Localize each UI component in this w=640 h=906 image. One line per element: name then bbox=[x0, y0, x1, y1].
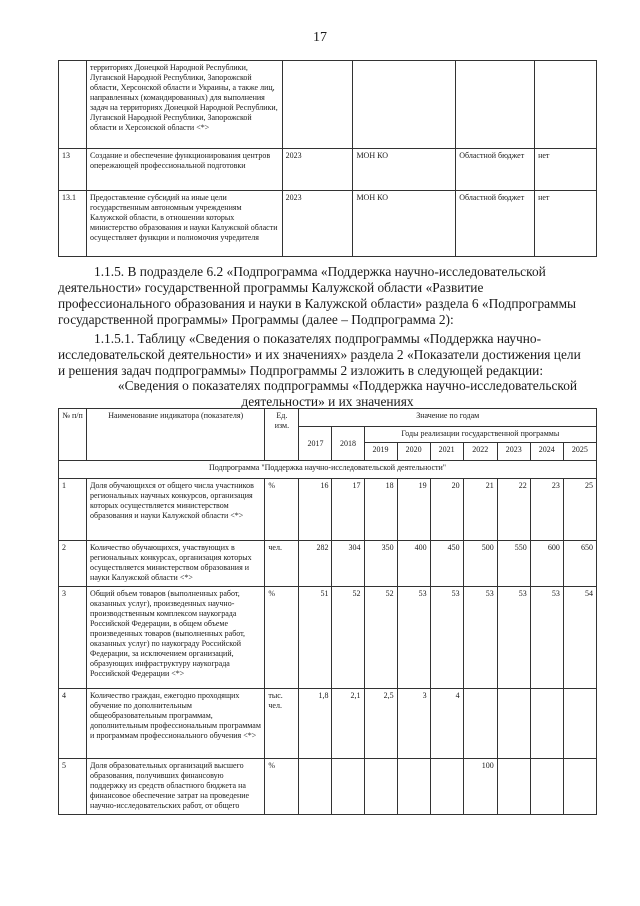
value-cell bbox=[497, 759, 530, 815]
indicator-unit: % bbox=[265, 479, 299, 541]
measure-name: Создание и обеспечение функционирования центров опережающей профессиональной подготовки bbox=[86, 149, 282, 191]
value-cell: 19 bbox=[397, 479, 430, 541]
value-cell: 600 bbox=[530, 541, 563, 587]
indicator-unit: % bbox=[265, 759, 299, 815]
measure-name: Предоставление субсидий на иные цели государственным автономным учреждениям Калужской области, в отношении которых министерство образования и науки Калужской области осуществляет функции и полномочия учредителя bbox=[86, 191, 282, 257]
indicator-name: Доля образовательных организаций высшего образования, получивших финансовую поддержку из средств областного бюджета на финансовое обеспечение затрат на проведение научно-исследовательских работ, от общего bbox=[87, 759, 265, 815]
value-cell: 2,1 bbox=[332, 689, 364, 759]
year-2018-header: 2018 bbox=[332, 427, 364, 461]
value-cell: 52 bbox=[332, 587, 364, 689]
measure-source: Областной бюджет bbox=[456, 149, 535, 191]
indicator-unit: чел. bbox=[265, 541, 299, 587]
table-row bbox=[59, 759, 597, 815]
value-cell: 16 bbox=[299, 479, 332, 541]
section-title: Подпрограмма "Поддержка научно-исследовательской деятельности" bbox=[59, 461, 597, 479]
value-cell bbox=[364, 759, 397, 815]
value-cell: 53 bbox=[430, 587, 463, 689]
table-row bbox=[59, 61, 597, 149]
paragraph-line: 1.1.5. В подразделе 6.2 «Подпрограмма «Поддержка научно-исследовательской bbox=[94, 264, 546, 279]
value-cell: 17 bbox=[332, 479, 364, 541]
value-cell: 21 bbox=[463, 479, 497, 541]
value-cell: 4 bbox=[430, 689, 463, 759]
year-2021-header: 2021 bbox=[430, 443, 463, 461]
value-cell: 23 bbox=[530, 479, 563, 541]
value-cell: 2,5 bbox=[364, 689, 397, 759]
header-row bbox=[59, 409, 597, 427]
measure-year bbox=[282, 61, 353, 149]
table-row bbox=[59, 541, 597, 587]
value-cell bbox=[563, 689, 596, 759]
measure-flag: нет bbox=[535, 149, 597, 191]
measure-flag: нет bbox=[535, 191, 597, 257]
value-cell bbox=[497, 689, 530, 759]
value-cell: 20 bbox=[430, 479, 463, 541]
indicator-name: Количество обучающихся, участвующих в региональных конкурсах, организация которых осуществляется министерством образования и науки Калужской области <*> bbox=[87, 541, 265, 587]
value-cell: 550 bbox=[497, 541, 530, 587]
measure-year: 2023 bbox=[282, 191, 353, 257]
measure-source: Областной бюджет bbox=[456, 191, 535, 257]
indicator-unit: % bbox=[265, 587, 299, 689]
value-cell: 51 bbox=[299, 587, 332, 689]
paragraph-1-1-5 bbox=[58, 264, 598, 328]
section-row bbox=[59, 461, 597, 479]
program-years-header: Годы реализации государственной программы bbox=[364, 427, 596, 443]
year-2024-header: 2024 bbox=[530, 443, 563, 461]
row-number: 13.1 bbox=[59, 191, 87, 257]
value-cell: 282 bbox=[299, 541, 332, 587]
table-title-line: «Сведения о показателях подпрограммы «Поддержка научно-исследовательской bbox=[117, 378, 578, 393]
col-name-header: Наименование индикатора (показателя) bbox=[87, 409, 265, 461]
value-cell bbox=[299, 759, 332, 815]
measures-table bbox=[58, 60, 597, 257]
measure-org bbox=[353, 61, 456, 149]
value-cell: 53 bbox=[497, 587, 530, 689]
col-values-header: Значение по годам bbox=[299, 409, 597, 427]
paragraph-line: профессионального образования и науки в Калужской области» раздела 6 «Подпрограммы bbox=[58, 296, 577, 311]
table-title bbox=[58, 378, 597, 410]
paragraph-line: деятельности» государственной программы Калужской области «Развитие bbox=[58, 280, 484, 295]
measure-name: территориях Донецкой Народной Республики, Луганской Народной Республики, Запорожской области, Херсонской области и Украины, а также лиц, направленных (командированных) для выполнения задач на территориях Донецкой Народной Республики, Луганской Народной Республики, Запорожской области и Херсонской области <*> bbox=[86, 61, 282, 149]
value-cell bbox=[463, 689, 497, 759]
row-number: 5 bbox=[59, 759, 87, 815]
year-2022-header: 2022 bbox=[463, 443, 497, 461]
measure-source bbox=[456, 61, 535, 149]
row-number: 3 bbox=[59, 587, 87, 689]
measure-org: МОН КО bbox=[353, 149, 456, 191]
year-2019-header: 2019 bbox=[364, 443, 397, 461]
row-number: 13 bbox=[59, 149, 87, 191]
indicator-name: Общий объем товаров (выполненных работ, оказанных услуг), произведенных научно-производственным комплексом наукограда Российской Федерации, в общем объеме произведенных товаров (выполненных работ, оказанных услуг) по наукограду Российской Федерации, за исключением организаций, образующих инфраструктуру наукограда Российской Федерации <*> bbox=[87, 587, 265, 689]
value-cell bbox=[332, 759, 364, 815]
value-cell: 1,8 bbox=[299, 689, 332, 759]
value-cell: 25 bbox=[563, 479, 596, 541]
measure-org: МОН КО bbox=[353, 191, 456, 257]
value-cell: 304 bbox=[332, 541, 364, 587]
indicator-name: Количество граждан, ежегодно проходящих обучение по дополнительным общеобразовательным программам, дополнительным профессиональным программам и программам профессионального обучения <*> bbox=[87, 689, 265, 759]
value-cell: 350 bbox=[364, 541, 397, 587]
table-row bbox=[59, 479, 597, 541]
row-number: 2 bbox=[59, 541, 87, 587]
row-number: 4 bbox=[59, 689, 87, 759]
value-cell bbox=[530, 689, 563, 759]
table-row bbox=[59, 689, 597, 759]
year-2020-header: 2020 bbox=[397, 443, 430, 461]
paragraph-1-1-5-1 bbox=[58, 331, 598, 379]
table-title-line: деятельности» и их значениях bbox=[241, 394, 414, 409]
paragraph-line: 1.1.5.1. Таблицу «Сведения о показателях подпрограммы «Поддержка научно- bbox=[94, 331, 542, 346]
measure-flag bbox=[535, 61, 597, 149]
paragraph-line: государственной программы» Программы (далее – Подпрограмма 2): bbox=[58, 312, 454, 327]
value-cell: 650 bbox=[563, 541, 596, 587]
value-cell: 100 bbox=[463, 759, 497, 815]
col-num-header: № п/п bbox=[59, 409, 87, 461]
paragraph-line: и решения задач подпрограммы» Подпрограммы 2 изложить в следующей редакции: bbox=[58, 363, 544, 378]
year-2017-header: 2017 bbox=[299, 427, 332, 461]
value-cell: 53 bbox=[397, 587, 430, 689]
value-cell bbox=[430, 759, 463, 815]
table-row bbox=[59, 191, 597, 257]
table-row bbox=[59, 587, 597, 689]
value-cell: 53 bbox=[463, 587, 497, 689]
paragraph-line: исследовательской деятельности» и их значениях» раздела 2 «Показатели достижения цели bbox=[58, 347, 581, 362]
value-cell: 54 bbox=[563, 587, 596, 689]
year-2023-header: 2023 bbox=[497, 443, 530, 461]
value-cell: 500 bbox=[463, 541, 497, 587]
col-unit-header: Ед. изм. bbox=[265, 409, 299, 461]
indicator-unit: тыс. чел. bbox=[265, 689, 299, 759]
value-cell: 450 bbox=[430, 541, 463, 587]
indicators-table bbox=[58, 408, 597, 815]
value-cell: 52 bbox=[364, 587, 397, 689]
value-cell: 400 bbox=[397, 541, 430, 587]
value-cell: 22 bbox=[497, 479, 530, 541]
value-cell bbox=[397, 759, 430, 815]
value-cell: 18 bbox=[364, 479, 397, 541]
value-cell bbox=[563, 759, 596, 815]
value-cell: 3 bbox=[397, 689, 430, 759]
value-cell: 53 bbox=[530, 587, 563, 689]
table-row bbox=[59, 149, 597, 191]
row-number bbox=[59, 61, 87, 149]
indicator-name: Доля обучающихся от общего числа участников региональных научных конкурсов, организация которых осуществляется министерством образования и науки Калужской области <*> bbox=[87, 479, 265, 541]
value-cell bbox=[530, 759, 563, 815]
measure-year: 2023 bbox=[282, 149, 353, 191]
row-number: 1 bbox=[59, 479, 87, 541]
page-number: 17 bbox=[313, 30, 327, 45]
year-2025-header: 2025 bbox=[563, 443, 596, 461]
